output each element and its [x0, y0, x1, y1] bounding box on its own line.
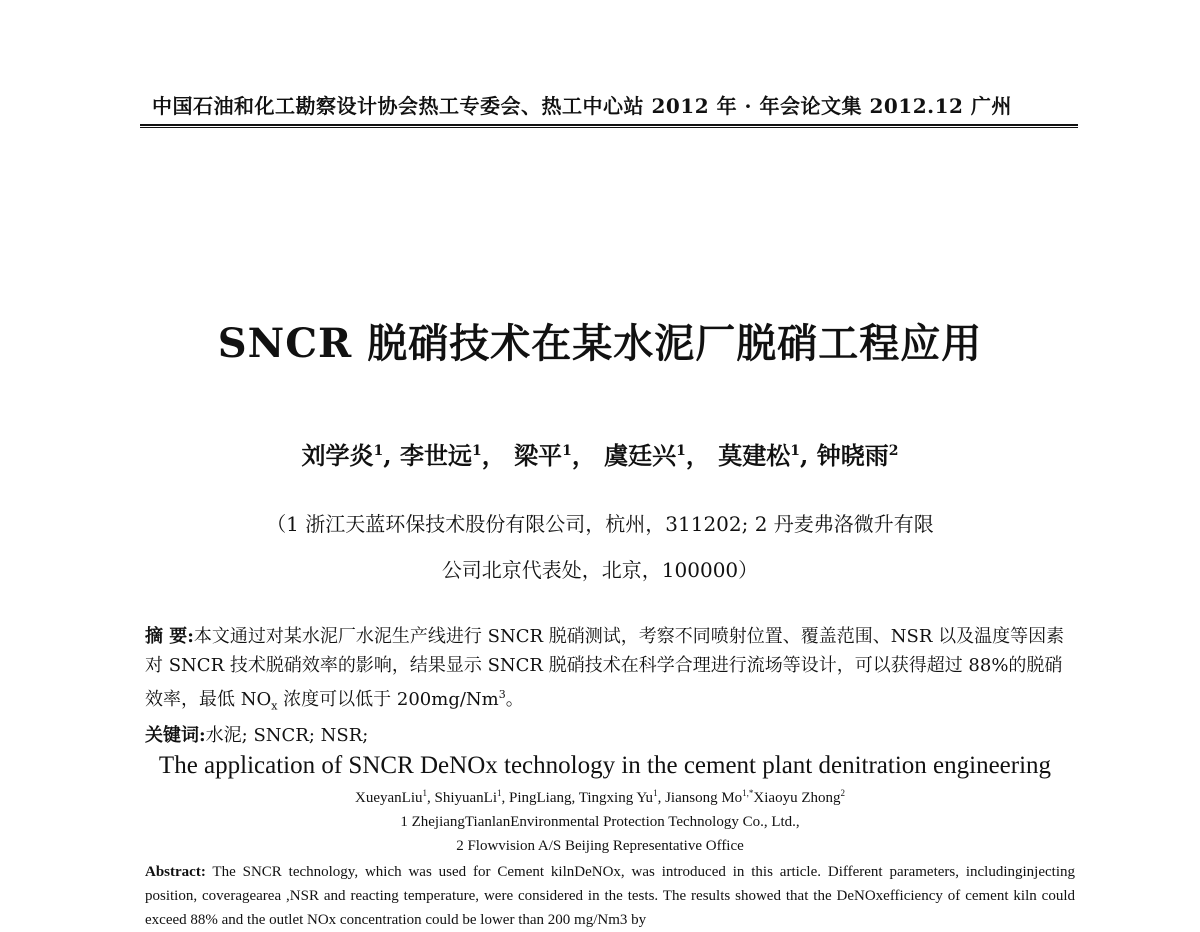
abstract-label: 摘 要:: [145, 626, 194, 647]
author-name: 莫建松: [718, 441, 791, 470]
chinese-abstract: [145, 622, 1075, 750]
author-name: 梁平: [514, 441, 563, 470]
en-author-name: Jiansong Mo: [665, 790, 743, 806]
header-rule: [140, 124, 1078, 126]
en-author-sup: 1,*: [742, 788, 754, 798]
author-list: [0, 436, 1200, 471]
english-title: The application of SNCR DeNOx technology in the cement plant denitration engineering: [158, 752, 1052, 779]
author-name: 钟晓雨: [816, 441, 889, 470]
keywords: 水泥; SNCR; NSR;: [205, 724, 369, 746]
en-author-sep: ,: [657, 790, 666, 806]
author-name: 李世远: [399, 441, 472, 470]
author-affiliation-mark: 1: [676, 443, 686, 459]
header-rule-thin: [140, 127, 1078, 128]
author-separator: ,: [383, 441, 392, 470]
english-authors: [0, 788, 1200, 807]
abstract-text-end: 。: [505, 689, 524, 710]
author-name: 刘学炎: [301, 441, 374, 470]
english-affiliation-1: 1 ZhejiangTianlanEnvironmental Protection Technology Co., Ltd.,: [400, 814, 800, 830]
author-affiliation-mark: 1: [471, 443, 482, 459]
en-author-sup: 2: [840, 788, 845, 798]
abstract-text: 本文通过对某水泥厂水泥生产线进行 SNCR 脱硝测试，考察不同喷射位置、覆盖范围、NSR 以及温度等因素对 SNCR 技术脱硝效率的影响，结果显示 SNCR 脱硝技术在科学合理进行流场等设计，可以获得超过 88%的脱硝效率，最低 NO: [145, 626, 1065, 710]
en-author-sep: ,: [427, 790, 435, 806]
author-separator: ，: [685, 441, 710, 470]
author-separator: ，: [481, 441, 506, 470]
en-author-name: PingLiang, Tingxing Yu: [509, 790, 654, 806]
en-author-name: ShiyuanLi: [434, 790, 497, 806]
author-affiliation-mark: 2: [888, 443, 899, 459]
running-header: 中国石油和化工勘察设计协会热工专委会、热工中心站 2012 年 · 年会论文集 2012.12 广州: [152, 94, 1012, 118]
en-author-name: XueyanLiu: [355, 790, 423, 806]
affiliation-line-2: 公司北京代表处，北京，100000）: [441, 558, 759, 582]
author-separator: ,: [800, 441, 809, 470]
affiliation-line-1: （1 浙江天蓝环保技术股份有限公司，杭州，311202; 2 丹麦弗洛微升有限: [266, 512, 934, 536]
en-author-sup: 1: [497, 788, 502, 798]
abstract-superscript: 3: [498, 688, 506, 701]
abstract-text-cont: 浓度可以低于 200mg/Nm: [277, 689, 499, 710]
abstract-subscript: x: [271, 699, 278, 713]
en-author-sup: 1: [422, 788, 427, 798]
en-author-name: Xiaoyu Zhong: [753, 790, 841, 806]
english-abstract-text: The SNCR technology, which was used for Cement kilnDeNOx, was introduced in this article. Different parameters, includinginjecting position, coveragearea ,NSR and reacting temperature, were considered in the tests. The results showed that the DeNOxefficiency of cement kiln could exceed 88% and the outlet NOx concentration could be lower than 200 mg/Nm3 by: [145, 864, 1075, 928]
en-author-sep: ,: [501, 790, 509, 806]
en-author-sup: 1: [653, 788, 658, 798]
author-affiliation-mark: 1: [790, 443, 801, 459]
author-name: 虞廷兴: [604, 441, 677, 470]
author-affiliation-mark: 1: [562, 443, 572, 459]
author-affiliation-mark: 1: [373, 443, 384, 459]
english-abstract-label: Abstract:: [145, 864, 206, 880]
paper-title: SNCR 脱硝技术在某水泥厂脱硝工程应用: [217, 320, 983, 367]
english-abstract: [145, 860, 1075, 932]
keywords-label: 关键词:: [145, 724, 206, 746]
author-separator: ，: [571, 441, 596, 470]
english-affiliation-2: 2 Flowvision A/S Beijing Representative Office: [456, 838, 744, 854]
